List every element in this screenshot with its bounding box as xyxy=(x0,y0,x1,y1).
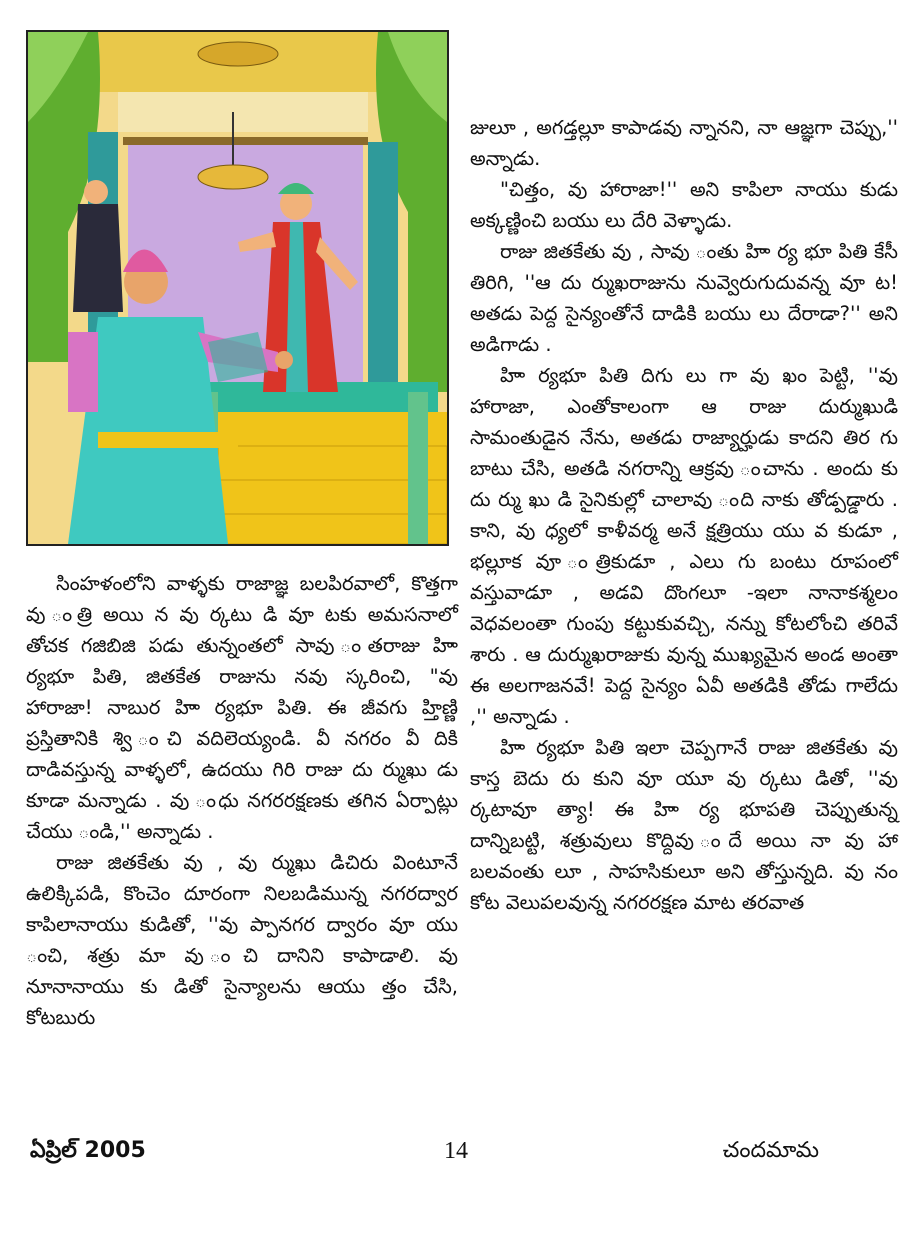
footer-date: ఏప్రిల్ 2005 xyxy=(30,1138,146,1163)
paragraph: సింహళంలోని వాళ్ళకు రాజాజ్ఞ బలపిరవాలో, కొత్తగా వు ంత్రి అయి న వు ర్కటు డి వూ టకు అమసనాలో తోచక గజిబిజి పడు తున్నంతలో సావు ంతరాజు హిా ర్యభూ పితి, జితకేత రాజును నవు స్కరించి, "వు హారాజా! నాబుర హిా ర్యభూ పితి. ఈ జీవగు హ్తిణ్ణి ప్రస్తితానికి శ్వి ంచి వదిలెయ్యండి. వీ నగరం వీ దికి దాడివస్తున్న వాళ్ళలో, ఉదయు గిరి రాజు దు ర్ముఖు డు కూడా మన్నాడు . వు ంధు నగరరక్షణకు తగిన ఏర్పాట్లు చేయు ండి,'' అన్నాడు . xyxy=(26,572,458,843)
left-text-column xyxy=(26,568,458,1033)
palace-scene-image xyxy=(28,32,447,544)
paragraph: జులూ , అగడ్తల్లూ కాపాడవు న్నానని, నా ఆజ్ఞగా చెప్పు,'' అన్నాడు. xyxy=(470,116,898,170)
right-text-column xyxy=(470,112,898,918)
paragraph: రాజు జితకేతు వు , సావు ంతు హిా ర్య భూ పితి కేసీ తిరిగి, ''ఆ దు ర్ముఖరాజును నువ్వెరుగుదువన్న వూ ట! అతడు పెద్ద సైన్యంతోనే దాడికి బయు లు దేరాడా?'' అని అడిగాడు . xyxy=(470,240,898,356)
story-illustration xyxy=(26,30,449,546)
paragraph: "చిత్తం, వు హారాజా!'' అని కాపిలా నాయు కుడు అక్కణ్ణించి బయు లు దేరి వెళ్ళాడు. xyxy=(470,178,898,232)
paragraph: రాజు జితకేతు వు , వు ర్ముఖు డిచిరు వింటూనే ఉలిక్కిపడి, కొంచెం దూరంగా నిలబడిమున్న నగరద్వార కాపిలానాయు కుడితో, ''వు ప్పానగర ద్వారం వూ యు ంచి, శత్రు మా వు ంచి దానిని కాపాడాలి. వు నూనానాయు కు డితో సైన్యాలను ఆయు త్తం చేసి, కోటబురు xyxy=(26,851,458,1029)
paragraph: హిా ర్యభూ పితి ఇలా చెప్పగానే రాజు జితకేతు వు కాస్త బెదు రు కుని వూ యూ వు ర్కటు డితో, ''వు ర్కటావూ త్యా! ఈ హిా ర్య భూపతి చెప్పుతున్న దాన్నిబట్టి, శత్రువులు కొద్దివు ందే అయి నా వు హా బలవంతు లూ , సాహసికులూ అని తోస్తున్నది. వు నం కోట వెలుపలవున్న నగరరక్షణ మాట తరవాత xyxy=(470,736,898,914)
magazine-name: చందమామ xyxy=(722,1138,819,1163)
paragraph: హిా ర్యభూ పితి దిగు లు గా వు ఖం పెట్టి, ''వు హారాజా, ఎంతోకాలంగా ఆ రాజు దుర్ముఖుడి సామంతుడైన నేను, అతడు రాజ్యార్హుడు కాదని తిర గు బాటు చేసి, అతడి నగరాన్ని ఆక్రవు ంచాను . అందు కు దు ర్ము ఖు డి సైనికుల్లో చాలావు ంది నాకు తోడ్పడ్డారు . కాని, వు ధ్యలో కాళీవర్మ అనే క్షత్రియు యు వ కుడూ , భల్లూక వూ ంత్రికుడూ , ఎలు గు బంటు రూపంలో వస్తువాడూ , అడవి దొంగలూ -ఇలా నానాకశ్మలం వెధవలంతా గుంపు కట్టుకువచ్చి, నన్ను కోటలోంచి తరివే శారు . ఆ దుర్ముఖరాజుకు వున్న ముఖ్యమైన అండ అంతా ఈ అలగాజనవే! పెద్ద సైన్యం ఏవీ అతడికి తోడు గాలేదు ,'' అన్నాడు . xyxy=(470,364,898,728)
page-number: 14 xyxy=(444,1138,468,1164)
